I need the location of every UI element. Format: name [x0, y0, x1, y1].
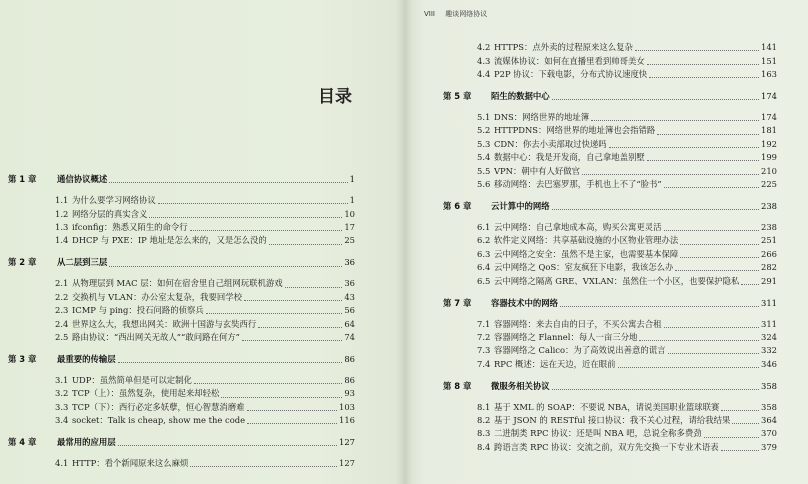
- section-page-number: 174: [761, 112, 777, 123]
- dot-leader: [704, 437, 759, 438]
- dot-leader: [680, 257, 759, 258]
- dot-leader: [158, 203, 348, 204]
- section-row: [8, 318, 355, 331]
- section-row: [443, 234, 777, 247]
- section-row: [443, 261, 777, 274]
- section-title: CDN：你去小卖部取过快递吗: [494, 138, 607, 149]
- section-page-number: 192: [761, 138, 777, 149]
- section-row: [443, 248, 777, 261]
- section-number: 7.2: [477, 331, 491, 342]
- dot-leader: [560, 306, 759, 307]
- section-row: [8, 194, 355, 207]
- dot-leader: [732, 423, 759, 424]
- section-number: 3.3: [55, 401, 69, 412]
- section-title: 基于 JSON 的 RESTful 接口协议：我不关心过程，请给我结果: [494, 415, 731, 426]
- dot-leader: [190, 230, 343, 231]
- chapter-label: 第 3 章: [8, 353, 37, 364]
- chapter-row: [8, 173, 355, 186]
- section-row: [8, 234, 355, 247]
- dot-leader: [609, 147, 759, 148]
- section-title: UDP：虽然简单但是可以定制化: [72, 374, 192, 385]
- dot-leader: [668, 353, 759, 354]
- section-title: 云中网络之安全：虽然不是主家，也需要基本保障: [494, 248, 679, 259]
- section-number: 3.4: [55, 415, 69, 426]
- section-row: [443, 441, 777, 454]
- section-number: 2.3: [55, 305, 69, 316]
- dot-leader: [247, 410, 337, 411]
- section-title: 容器网络之 Calico：为了高效说出善意的谎言: [494, 345, 666, 356]
- section-page-number: 43: [344, 291, 355, 302]
- section-title: 二进制类 RPC 协议：还是叫 NBA 吧，总说全称多费劲: [494, 428, 702, 439]
- section-row: [443, 401, 777, 414]
- section-title: ifconfig：熟悉又陌生的命令行: [72, 222, 188, 233]
- section-page-number: 151: [761, 55, 777, 66]
- dot-leader: [635, 50, 759, 51]
- section-page-number: 210: [761, 165, 777, 176]
- section-row: [443, 68, 777, 81]
- chapter-label: 第 1 章: [8, 174, 37, 185]
- section-row: [8, 401, 355, 414]
- section-row: [8, 457, 355, 470]
- chapter-label: 第 7 章: [443, 297, 472, 308]
- dot-leader: [258, 327, 342, 328]
- section-title: TCP（下）：西行必定多妖孽，恒心智慧消磨难: [72, 401, 245, 412]
- section-page-number: 56: [344, 305, 355, 316]
- toc-list-left: [8, 173, 355, 470]
- section-page-number: 346: [761, 358, 777, 369]
- dot-leader: [194, 383, 342, 384]
- chapter-title: 云计算中的网络: [491, 200, 550, 211]
- chapter-row: [8, 436, 355, 449]
- section-row: [443, 414, 777, 427]
- section-number: 3.1: [55, 374, 69, 385]
- chapter-label: 第 5 章: [443, 91, 472, 102]
- section-title: P2P 协议：下载电影，分布式协议速度快: [494, 69, 648, 80]
- section-number: 5.4: [477, 152, 491, 163]
- dot-leader: [247, 423, 337, 424]
- section-title: 世界这么大，我想出网关：欧洲十国游与玄奘西行: [72, 318, 257, 329]
- section-row: [443, 344, 777, 357]
- section-row: [443, 124, 777, 137]
- running-header: [424, 8, 487, 20]
- section-page-number: 199: [761, 152, 777, 163]
- section-title: 容器网络：来去自由的日子，不买公寓去合租: [494, 318, 662, 329]
- section-number: 5.5: [477, 165, 491, 176]
- chapter-title: 容器技术中的网络: [491, 297, 558, 308]
- section-number: 6.2: [477, 235, 491, 246]
- section-row: [8, 331, 355, 344]
- chapter-row: [443, 297, 777, 310]
- dot-leader: [664, 327, 760, 328]
- chapter-page-number: 174: [761, 91, 777, 102]
- section-page-number: 103: [339, 401, 355, 412]
- section-title: 云中网络：自己拿地成本高，购买公寓更灵活: [494, 221, 662, 232]
- chapter-title: 最重要的传输层: [57, 353, 116, 364]
- dot-leader: [118, 362, 343, 363]
- chapter-row: [8, 353, 355, 366]
- chapter-label: 第 8 章: [443, 380, 472, 391]
- dot-leader: [109, 182, 347, 183]
- chapter-title: 陌生的数据中心: [491, 91, 550, 102]
- section-page-number: 311: [761, 318, 777, 329]
- section-title: 基于 XML 的 SOAP：不要说 NBA，请说美国职业篮球联赛: [494, 401, 720, 412]
- dot-leader: [552, 209, 759, 210]
- dot-leader: [680, 244, 759, 245]
- section-row: [443, 331, 777, 344]
- dot-leader: [118, 445, 337, 446]
- section-number: 7.3: [477, 345, 491, 356]
- section-row: [8, 221, 355, 234]
- section-title: 数据中心：我是开发商，自己拿地盖别墅: [494, 152, 645, 163]
- dot-leader: [206, 313, 343, 314]
- section-title: 云中网络之 QoS：室友疯狂下电影，我该怎么办: [494, 262, 674, 273]
- section-title: TCP（上）：虽然复杂，使用起来却轻松: [72, 388, 220, 399]
- section-title: socket：Talk is cheap, show me the code: [72, 415, 246, 426]
- section-row: [443, 41, 777, 54]
- chapter-title: 从二层到三层: [57, 257, 108, 268]
- section-page-number: 181: [761, 125, 777, 136]
- section-row: [8, 291, 355, 304]
- section-row: [443, 427, 777, 440]
- chapter-page-number: 311: [761, 297, 777, 308]
- section-page-number: 251: [761, 235, 777, 246]
- section-page-number: 141: [761, 42, 777, 53]
- section-number: 7.4: [477, 358, 491, 369]
- section-number: 6.4: [477, 262, 491, 273]
- section-row: [443, 111, 777, 124]
- section-title: DHCP 与 PXE：IP 地址是怎么来的，又是怎么没的: [72, 235, 267, 246]
- section-title: VPN：朝中有人好做官: [494, 165, 581, 176]
- section-number: 2.2: [55, 291, 69, 302]
- section-number: 2.4: [55, 318, 69, 329]
- dot-leader: [664, 187, 759, 188]
- section-row: [443, 151, 777, 164]
- dot-leader: [721, 450, 759, 451]
- toc-list-right: [443, 41, 777, 454]
- dot-leader: [741, 284, 759, 285]
- section-page-number: 225: [761, 179, 777, 189]
- section-number: 6.5: [477, 275, 491, 286]
- section-number: 4.4: [477, 69, 491, 80]
- section-title: 网络分层的真实含义: [72, 208, 148, 219]
- header-book-title: 趣谈网络协议: [445, 10, 488, 18]
- section-title: HTTPDNS：网络世界的地址簿也会指错路: [494, 125, 656, 136]
- dot-leader: [664, 230, 760, 231]
- section-row: [8, 374, 355, 387]
- section-title: 为什么要学习网络协议: [72, 195, 156, 206]
- section-row: [8, 414, 355, 427]
- section-number: 5.1: [477, 112, 491, 123]
- section-title: 路由协议：“西出网关无故人”“敢问路在何方”: [72, 331, 240, 342]
- section-number: 8.2: [477, 415, 491, 426]
- section-row: [443, 358, 777, 371]
- section-title: DNS：网络世界的地址簿: [494, 112, 590, 123]
- section-title: ICMP 与 ping：投石问路的侦察兵: [72, 305, 204, 316]
- section-row: [443, 221, 777, 234]
- book-spine-shadow: [396, 0, 412, 484]
- chapter-label: 第 6 章: [443, 200, 472, 211]
- section-row: [8, 277, 355, 290]
- section-title: 从物理层到 MAC 层：如何在宿舍里自己组网玩联机游戏: [72, 278, 283, 289]
- dot-leader: [649, 77, 759, 78]
- section-number: 2.5: [55, 331, 69, 342]
- section-row: [443, 165, 777, 178]
- section-page-number: 291: [761, 275, 777, 286]
- dot-leader: [591, 120, 759, 121]
- section-number: 1.2: [55, 208, 69, 219]
- section-page-number: 364: [761, 415, 777, 426]
- chapter-page-number: 1: [349, 174, 355, 185]
- dot-leader: [242, 340, 342, 341]
- chapter-page-number: 238: [761, 200, 777, 211]
- section-page-number: 266: [761, 248, 777, 259]
- section-number: 8.4: [477, 441, 491, 452]
- section-number: 1.4: [55, 235, 69, 246]
- section-page-number: 127: [339, 458, 355, 469]
- dot-leader: [269, 244, 343, 245]
- section-title: HTTPS：点外卖的过程原来这么复杂: [494, 42, 633, 53]
- section-page-number: 1: [349, 195, 355, 206]
- section-number: 4.1: [55, 458, 69, 469]
- section-number: 6.1: [477, 221, 491, 232]
- section-page-number: 36: [344, 278, 355, 289]
- section-number: 2.1: [55, 278, 69, 289]
- dot-leader: [221, 397, 342, 398]
- chapter-page-number: 36: [344, 257, 355, 268]
- dot-leader: [639, 340, 759, 341]
- section-page-number: 93: [344, 388, 355, 399]
- section-page-number: 238: [761, 221, 777, 232]
- section-row: [8, 387, 355, 400]
- chapter-label: 第 2 章: [8, 257, 37, 268]
- dot-leader: [149, 217, 342, 218]
- section-page-number: 25: [344, 235, 355, 246]
- chapter-title: 微服务相关协议: [491, 380, 550, 391]
- section-title: RPC 概述：远在天边，近在眼前: [494, 358, 616, 369]
- dot-leader: [244, 300, 342, 301]
- section-page-number: 86: [344, 374, 355, 385]
- section-number: 3.2: [55, 388, 69, 399]
- dot-leader: [647, 64, 759, 65]
- section-page-number: 116: [339, 415, 355, 426]
- section-page-number: 17: [344, 222, 355, 233]
- section-page-number: 332: [761, 345, 777, 356]
- section-number: 8.1: [477, 401, 491, 412]
- section-number: 4.3: [477, 55, 491, 66]
- section-row: [8, 208, 355, 221]
- chapter-title: 最常用的应用层: [57, 437, 116, 448]
- chapter-page-number: 127: [339, 437, 355, 448]
- section-row: [443, 318, 777, 331]
- section-page-number: 163: [761, 69, 777, 80]
- chapter-row: [8, 256, 355, 269]
- section-number: 7.1: [477, 318, 491, 329]
- dot-leader: [109, 266, 342, 267]
- dot-leader: [618, 367, 759, 368]
- section-number: 1.1: [55, 195, 69, 206]
- section-page-number: 358: [761, 401, 777, 412]
- section-page-number: 64: [344, 318, 355, 329]
- section-page-number: 324: [761, 331, 777, 342]
- section-title: 移动网络：去巴塞罗那，手机也上不了“脸书”: [494, 179, 662, 189]
- section-row: [443, 178, 777, 191]
- chapter-label: 第 4 章: [8, 437, 37, 448]
- chapter-row: [443, 90, 777, 103]
- section-page-number: 379: [761, 441, 777, 452]
- section-title: 流媒体协议：如何在直播里看到帅哥美女: [494, 55, 645, 66]
- dot-leader: [552, 99, 759, 100]
- section-page-number: 10: [344, 208, 355, 219]
- chapter-title: 通信协议概述: [57, 174, 108, 185]
- section-row: [443, 55, 777, 68]
- section-row: [8, 304, 355, 317]
- section-page-number: 74: [344, 331, 355, 342]
- section-row: [443, 138, 777, 151]
- chapter-page-number: 86: [344, 353, 355, 364]
- chapter-page-number: 358: [761, 380, 777, 391]
- section-title: 交换机与 VLAN：办公室太复杂，我要回学校: [72, 291, 243, 302]
- section-number: 4.2: [477, 42, 491, 53]
- section-title: 云中网络之隔离 GRE、VXLAN：虽然住一个小区，也要保护隐私: [494, 275, 740, 286]
- section-row: [443, 275, 777, 288]
- section-number: 8.3: [477, 428, 491, 439]
- section-number: 5.6: [477, 179, 491, 189]
- section-title: 软件定义网络：共享基础设施的小区物业管理办法: [494, 235, 679, 246]
- section-title: HTTP：看个新闻原来这么麻烦: [72, 458, 189, 469]
- dot-leader: [647, 160, 759, 161]
- dot-leader: [721, 410, 759, 411]
- chapter-row: [443, 380, 777, 393]
- dot-leader: [285, 287, 343, 288]
- section-number: 5.3: [477, 138, 491, 149]
- section-page-number: 370: [761, 428, 777, 439]
- chapter-row: [443, 200, 777, 213]
- right-page: [404, 0, 808, 484]
- dot-leader: [582, 174, 759, 175]
- dot-leader: [675, 270, 759, 271]
- header-page-number: VIII: [424, 10, 435, 18]
- section-title: 跨语言类 RPC 协议：交流之前，双方先交换一下专业术语表: [494, 441, 719, 452]
- dot-leader: [552, 389, 759, 390]
- dot-leader: [657, 134, 759, 135]
- section-number: 1.3: [55, 222, 69, 233]
- section-title: 容器网络之 Flannel：每人一亩三分地: [494, 331, 638, 342]
- section-page-number: 282: [761, 262, 777, 273]
- section-number: 5.2: [477, 125, 491, 136]
- section-number: 6.3: [477, 248, 491, 259]
- toc-title: 目录: [318, 87, 352, 107]
- dot-leader: [190, 466, 337, 467]
